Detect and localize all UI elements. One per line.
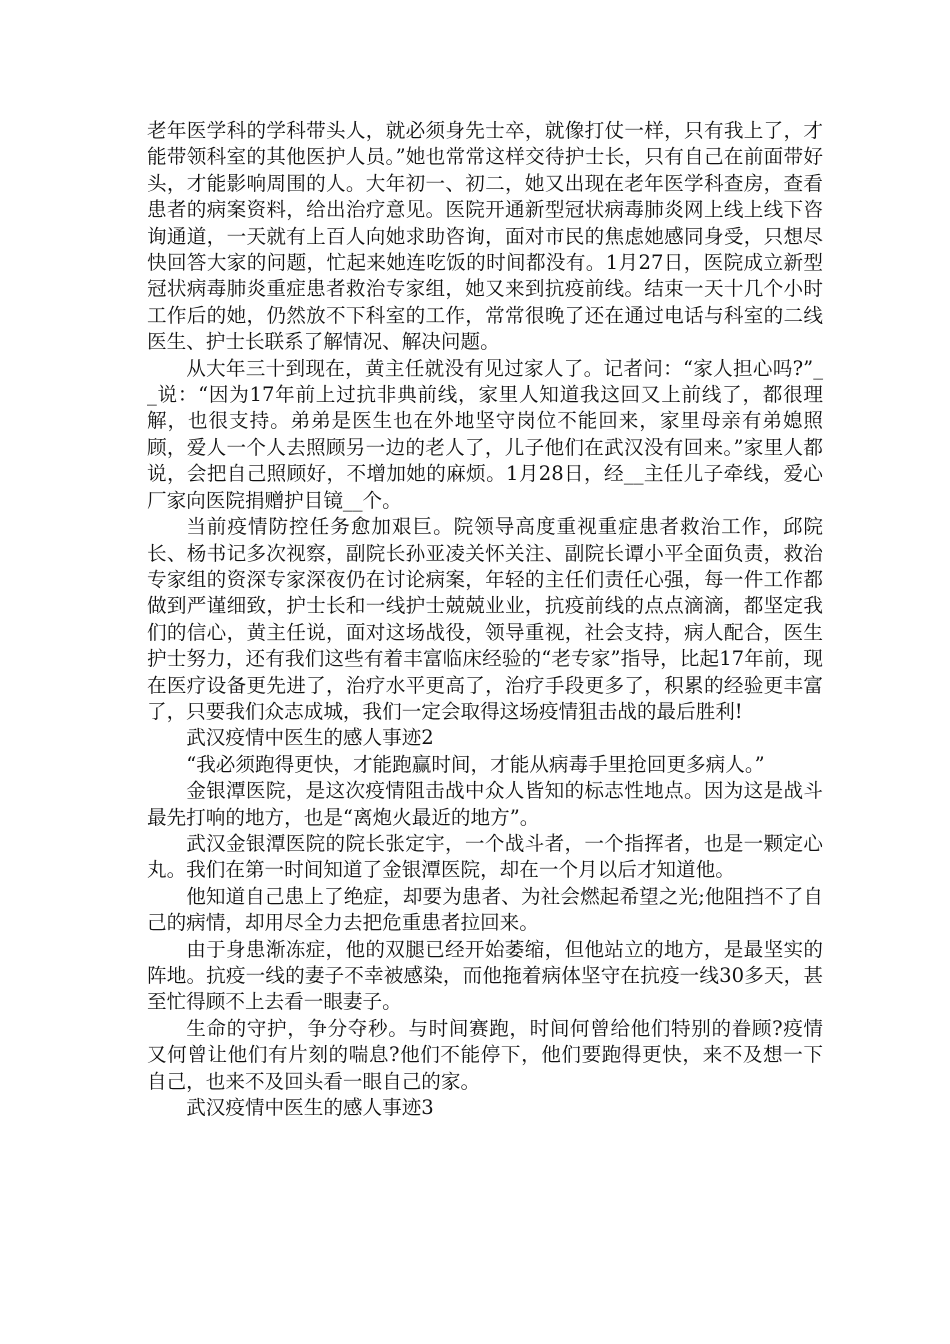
paragraph-director: 武汉金银潭医院的院长张定宇，一个战斗者，一个指挥者，也是一颗定心丸。我们在第一时间知道了金银潭医院，却在一个月以后才知道他。: [147, 831, 823, 882]
paragraph-als: 由于身患渐冻症，他的双腿已经开始萎缩，但他站立的地方，是最坚实的阵地。抗疫一线的妻子不幸被感染，而他拖着病体坚守在抗疫一线30多天，甚至忙得顾不上去看一眼妻子。: [147, 937, 823, 1014]
paragraph-race-time: 生命的守护，争分夺秒。与时间赛跑，时间何曾给他们特别的眷顾?疫情又何曾让他们有片刻的喘息?他们不能停下，他们要跑得更快，来不及想一下自己，也来不及回头看一眼自己的家。: [147, 1016, 823, 1093]
paragraph-epidemic-task: 当前疫情防控任务愈加艰巨。院领导高度重视重症患者救治工作，邱院长、杨书记多次视察，副院长孙亚凌关怀关注、副院长谭小平全面负责，救治专家组的资深专家深夜仍在讨论病案，年轻的主任们责任心强，每一件工作都做到严谨细致，护士长和一线护士兢兢业业，抗疫前线的点点滴滴，都坚定我们的信心，黄主任说，面对这场战役，领导重视，社会支持，病人配合，医生护士努力，还有我们这些有着丰富临床经验的“老专家”指导，比起17年前，现在医疗设备更先进了，治疗水平更高了，治疗手段更多了，积累的经验更丰富了，只要我们众志成城，我们一定会取得这场疫情狙击战的最后胜利!: [147, 515, 823, 723]
paragraph-quote: “我必须跑得更快，才能跑赢时间，才能从病毒手里抢回更多病人。”: [186, 752, 765, 776]
paragraph-illness: 他知道自己患上了绝症，却要为患者、为社会燃起希望之光;他阻挡不了自己的病情，却用尽全力去把危重患者拉回来。: [147, 884, 823, 935]
section-heading-3: 武汉疫情中医生的感人事迹3: [186, 1096, 434, 1120]
section-heading-2: 武汉疫情中医生的感人事迹2: [186, 726, 434, 750]
paragraph-jinyintan: 金银潭医院，是这次疫情阻击战中众人皆知的标志性地点。因为这是战斗最先打响的地方，也是“离炮火最近的地方”。: [147, 779, 823, 829]
paragraph-continuation: 老年医学科的学科带头人，就必须身先士卒，就像打仗一样，只有我上了，才能带领科室的其他医护人员。”她也常常这样交待护士长，只有自己在前面带好头，才能影响周围的人。大年初一、初二，她又出现在老年医学科查房，查看患者的病案资料，给出治疗意见。医院开通新型冠状病毒肺炎网上线上线下咨询通道，一天就有上百人向她求助咨询，面对市民的焦虑她感同身受，只想尽快回答大家的问题，忙起来她连吃饭的时间都没有。1月27日，医院成立新型冠状病毒肺炎重症患者救治专家组，她又来到抗疫前线。结束一天十几个小时工作后的她，仍然放不下科室的工作，常常很晚了还在通过电话与科室的二线医生、护士长联系了解情况、解决问题。: [147, 119, 823, 354]
paragraph-family-support: 从大年三十到现在，黄主任就没有见过家人了。记者问：“家人担心吗?”__说：“因为17年前上过抗非典前线，家里人知道我这回又上前线了，都很理解，也很支持。弟弟是医生也在外地坚守岗位不能回来，家里母亲有弟媳照顾，爱人一个人去照顾另一边的老人了，儿子他们在武汉没有回来。”家里人都说，会把自己照顾好，不增加她的麻烦。1月28日，经__主任儿子牵线，爱心厂家向医院捐赠护目镜__个。: [147, 356, 823, 512]
document-body: [147, 118, 823, 1121]
